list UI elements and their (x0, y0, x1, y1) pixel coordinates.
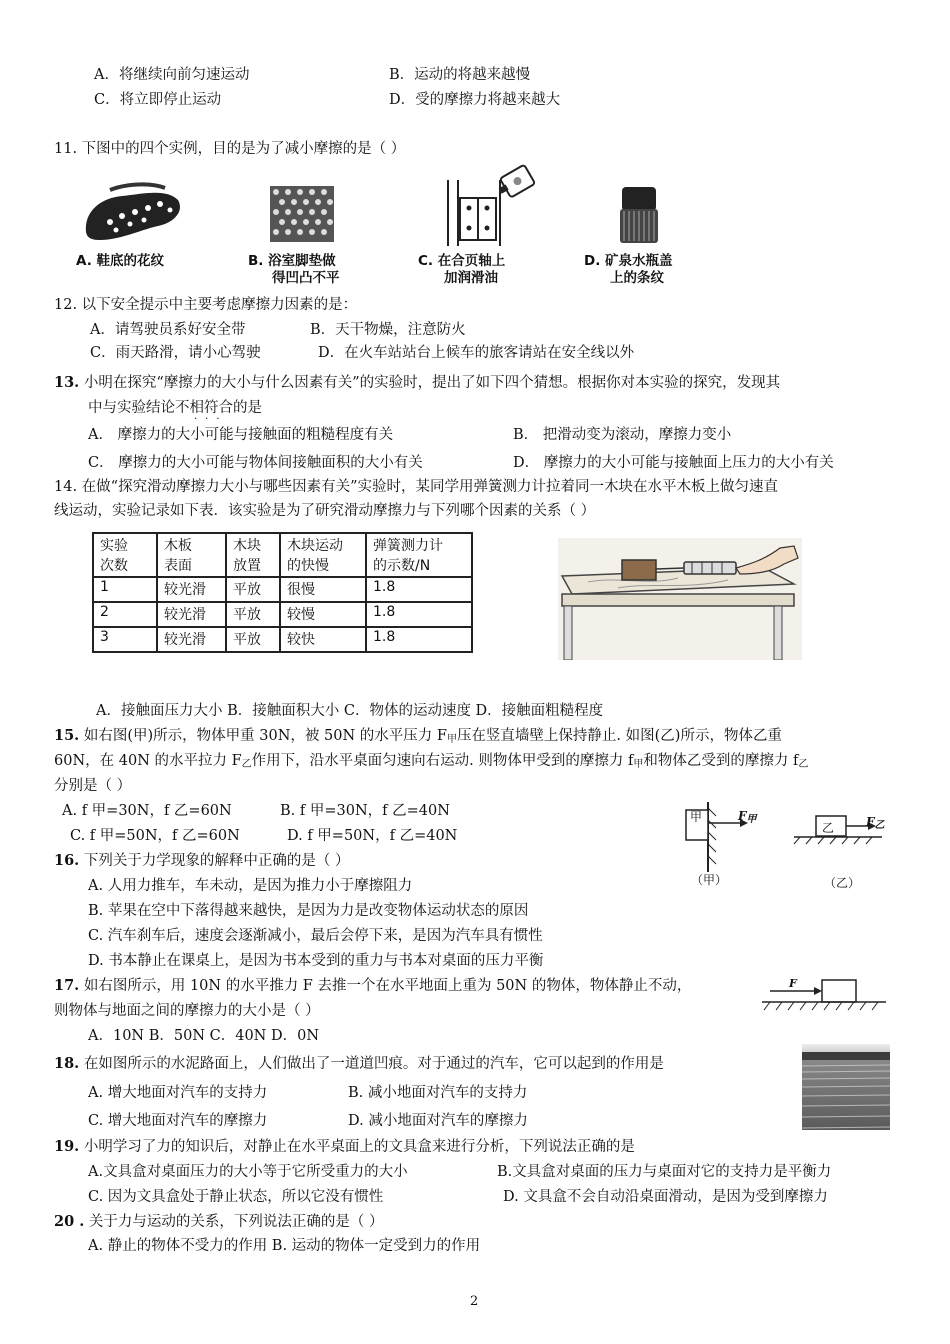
fig-jia-caption: （甲） (691, 873, 728, 887)
q16-number: 16. (54, 852, 80, 869)
emphasis-dots: ··· (194, 414, 228, 425)
q20-number: 20 . (54, 1213, 85, 1230)
concrete-road-photo (802, 1044, 890, 1130)
q18-number: 18. (54, 1055, 80, 1072)
q15-option-d: D. f 甲=50N，f 乙=40N (287, 828, 458, 844)
push-force-label: F (789, 977, 797, 990)
table-header-cell: 木板 表面 (157, 533, 226, 577)
q13-number: 13. (54, 374, 80, 391)
table-cell: 很慢 (280, 577, 366, 602)
table-cell: 较光滑 (157, 602, 226, 627)
q17-line1: 17. 如右图所示，用 10N 的水平推力 F 去推一个在水平地面上重为 50N 的物体，物体静止不动， (54, 977, 692, 994)
table-cell: 平放 (226, 627, 280, 652)
q12-option-d: D．在火车站站台上候车的旅客请站在安全线以外 (318, 345, 635, 361)
q11-caption-c1: C. 在合页轴上 (418, 253, 506, 269)
bottle-cap-image (618, 185, 660, 245)
table-header-cell: 弹簧测力计 的示数/N (366, 533, 472, 577)
q15-line3: 分别是（ ） (54, 778, 132, 794)
hinge-oil-image (440, 162, 540, 248)
q11-caption-d1: D. 矿泉水瓶盖 (584, 253, 673, 269)
q11-caption-d2: 上的条纹 (610, 270, 664, 286)
q11-caption-c2: 加润滑油 (444, 270, 498, 286)
table-header-cell: 实验 次数 (93, 533, 157, 577)
q14-stem-line1: 14. 在做“探究滑动摩擦力大小与哪些因素有关”实验时，某同学用弹簧测力计拉着同一木块在水平木板上做匀速直 (54, 479, 778, 495)
q12-stem: 12. 以下安全提示中主要考虑摩擦力因素的是： (54, 297, 358, 313)
q19-option-c: C. 因为文具盒处于静止状态，所以它没有惯性 (88, 1189, 384, 1205)
q13-option-d: D． 摩擦力的大小可能与接触面上压力的大小有关 (513, 455, 834, 471)
q20-options-ab: A. 静止的物体不受力的作用 B. 运动的物体一定受到力的作用 (88, 1238, 481, 1254)
table-cell: 平放 (226, 577, 280, 602)
q18-option-d: D. 减小地面对汽车的摩擦力 (348, 1113, 528, 1129)
spring-scale-experiment-image (558, 538, 802, 660)
q10-option-a: A．将继续向前匀速运动 (94, 67, 250, 83)
table-cell: 较慢 (280, 602, 366, 627)
table-header-cell: 木块 放置 (226, 533, 280, 577)
fig-yi-box-label: 乙 (822, 821, 835, 835)
q16-option-a: A. 人用力推车，车未动，是因为推力小于摩擦阻力 (88, 878, 413, 894)
q13-stem-line2: 中与实验结论不相符合的是 (88, 400, 262, 416)
q18-option-c: C. 增大地面对汽车的摩擦力 (88, 1113, 268, 1129)
q15-number: 15. (54, 727, 80, 744)
q15-line2: 60N，在 40N 的水平拉力 $F_乙$作用下，沿水平桌面匀速向右运动. 则物体甲受到的摩擦力 $f_甲$和物体乙受到的摩擦力 $f_乙$ (54, 753, 809, 770)
q13-stem-line1: 13. 小明在探究“摩擦力的大小与什么因素有关”的实验时，提出了如下四个猜想。根据你对本实验的探究，发现其 (54, 374, 781, 391)
q15-line1: 15. 如右图(甲)所示，物体甲重 30N，被 50N 的水平压力 $F_甲$压在竖直墙壁上保持静止. 如图(乙)所示，物体乙重 (54, 727, 782, 745)
experiment-record-table (92, 532, 473, 653)
q20-stem: 20 . 关于力与运动的关系，下列说法正确的是（ ） (54, 1213, 384, 1230)
table-row (93, 627, 472, 652)
q10-option-d: D．受的摩擦力将越来越大 (389, 92, 561, 108)
fig-yi-force-label: $F_乙$ (866, 815, 885, 831)
q13-option-a: A． 摩擦力的大小可能与接触面的粗糙程度有关 (88, 427, 394, 443)
q19-option-d: D. 文具盒不会自动沿桌面滑动，是因为受到摩擦力 (503, 1189, 828, 1205)
table-cell: 1.8 (366, 602, 472, 627)
q14-stem-line2: 线运动，实验记录如下表．该实验是为了研究滑动摩擦力与下列哪个因素的关系（ ） (54, 503, 596, 519)
table-cell: 1.8 (366, 577, 472, 602)
q10-option-c: C．将立即停止运动 (94, 92, 222, 108)
q16-option-b: B. 苹果在空中下落得越来越快，是因为力是改变物体运动状态的原因 (88, 903, 529, 919)
q13-option-c: C． 摩擦力的大小可能与物体间接触面积的大小有关 (88, 455, 423, 471)
q15-option-a: A. f 甲=30N，f 乙=60N (62, 803, 232, 819)
q16-option-d: D. 书本静止在课桌上，是因为书本受到的重力与书本对桌面的压力平衡 (88, 953, 544, 969)
q18-option-b: B. 减小地面对汽车的支持力 (348, 1085, 528, 1101)
q17-options: A．10N B．50N C．40N D．0N (88, 1028, 320, 1044)
q16-stem: 16. 下列关于力学现象的解释中正确的是（ ） (54, 852, 350, 869)
table-row (93, 577, 472, 602)
table-cell: 较光滑 (157, 577, 226, 602)
table-header-cell: 木块运动 的快慢 (280, 533, 366, 577)
q10-option-b: B．运动的将越来越慢 (389, 67, 531, 83)
table-cell: 平放 (226, 602, 280, 627)
q11-caption-a: A. 鞋底的花纹 (76, 253, 165, 269)
q13-option-b: B． 把滑动变为滚动，摩擦力变小 (513, 427, 732, 443)
fig-jia-force-label: $F_甲$ (738, 809, 757, 825)
table-cell: 1 (93, 577, 157, 602)
q16-option-c: C. 汽车刹车后，速度会逐渐减小，最后会停下来，是因为汽车具有惯性 (88, 928, 543, 944)
q12-option-a: A．请驾驶员系好安全带 (90, 322, 246, 338)
table-cell: 2 (93, 602, 157, 627)
table-cell: 较快 (280, 627, 366, 652)
bath-mat-image (270, 186, 334, 242)
table-cell: 3 (93, 627, 157, 652)
fig-jia-box-label: 甲 (690, 810, 703, 824)
q19-stem: 19. 小明学习了力的知识后，对静止在水平桌面上的文具盒来进行分析，下列说法正确的是 (54, 1138, 635, 1155)
q19-option-b: B.文具盒对桌面的压力与桌面对它的支持力是平衡力 (497, 1164, 832, 1180)
table-cell: 较光滑 (157, 627, 226, 652)
q12-option-b: B．天干物燥，注意防火 (310, 322, 466, 338)
table-row (93, 602, 472, 627)
q12-option-c: C．雨天路滑，请小心驾驶 (90, 345, 261, 361)
q15-option-c: C. f 甲=50N，f 乙=60N (70, 828, 240, 844)
q15-option-b: B. f 甲=30N，f 乙=40N (280, 803, 450, 819)
q11-caption-b1: B. 浴室脚垫做 (248, 253, 336, 269)
q18-option-a: A. 增大地面对汽车的支持力 (88, 1085, 268, 1101)
q17-line2: 则物体与地面之间的摩擦力的大小是（ ） (54, 1003, 320, 1019)
q19-number: 19. (54, 1138, 80, 1155)
table-cell: 1.8 (366, 627, 472, 652)
q17-number: 17. (54, 977, 80, 994)
shoe-sole-image (80, 182, 185, 244)
table-header-row (93, 533, 472, 577)
q14-options: A．接触面压力大小 B．接触面积大小 C．物体的运动速度 D．接触面粗糙程度 (96, 703, 604, 719)
push-block-figure (760, 974, 890, 1014)
fig-yi-caption: （乙） (824, 876, 861, 890)
q18-stem: 18. 在如图所示的水泥路面上，人们做出了一道道凹痕。对于通过的汽车，它可以起到的作用是 (54, 1055, 664, 1072)
page-number: 2 (470, 1294, 479, 1309)
q11-caption-b2: 得凹凸不平 (272, 270, 340, 286)
q19-option-a: A.文具盒对桌面压力的大小等于它所受重力的大小 (88, 1164, 408, 1180)
q11-stem: 11. 下图中的四个实例，目的是为了减小摩擦的是（ ） (54, 141, 406, 157)
